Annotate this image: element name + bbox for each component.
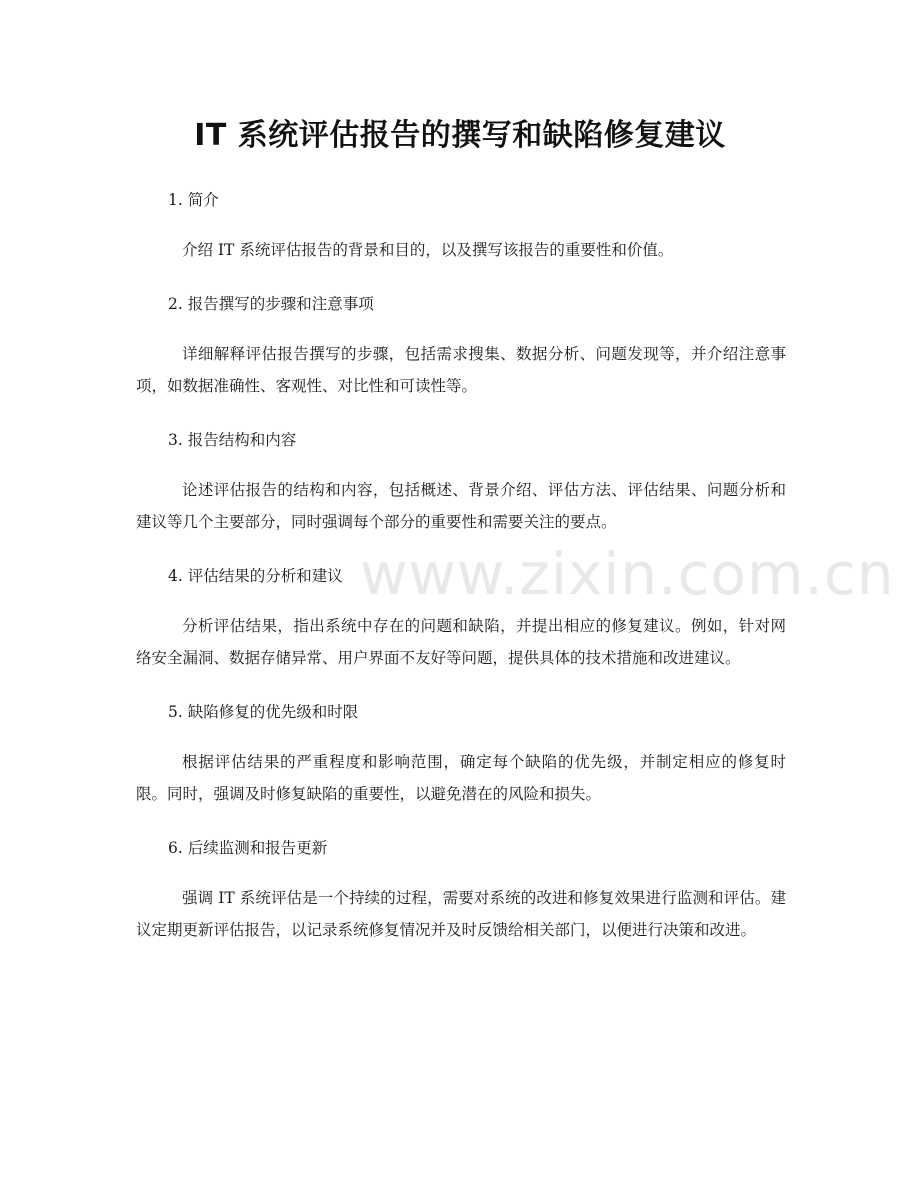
section-body-1: 介绍 IT 系统评估报告的背景和目的，以及撰写该报告的重要性和价值。 xyxy=(182,241,674,259)
section-body-2: 详细解释评估报告撰写的步骤，包括需求搜集、数据分析、问题发现等，并介绍注意事项，如数据准确性、客观性、对比性和可读性等。 xyxy=(136,345,786,395)
section-body-4: 分析评估结果，指出系统中存在的问题和缺陷，并提出相应的修复建议。例如，针对网络安全漏洞、数据存储异常、用户界面不友好等问题，提供具体的技术措施和改进建议。 xyxy=(136,617,786,667)
section-heading-1: 1. 简介 xyxy=(168,191,219,209)
watermark: www.zixin.com.cn xyxy=(360,540,895,608)
section-heading-2: 2. 报告撰写的步骤和注意事项 xyxy=(168,295,374,313)
document-body xyxy=(136,186,786,970)
section-body-6: 强调 IT 系统评估是一个持续的过程，需要对系统的改进和修复效果进行监测和评估。建议定期更新评估报告，以记录系统修复情况并及时反馈给相关部门，以便进行决策和改进。 xyxy=(136,889,786,939)
section-heading-4: 4. 评估结果的分析和建议 xyxy=(168,567,343,585)
page-title: IT 系统评估报告的撰写和缺陷修复建议 xyxy=(194,118,726,153)
section-body-3: 论述评估报告的结构和内容，包括概述、背景介绍、评估方法、评估结果、问题分析和建议等几个主要部分，同时强调每个部分的重要性和需要关注的要点。 xyxy=(136,481,786,531)
section-heading-6: 6. 后续监测和报告更新 xyxy=(168,839,328,857)
section-body-5: 根据评估结果的严重程度和影响范围，确定每个缺陷的优先级，并制定相应的修复时限。同时，强调及时修复缺陷的重要性，以避免潜在的风险和损失。 xyxy=(136,753,786,803)
section-heading-3: 3. 报告结构和内容 xyxy=(168,431,297,449)
section-heading-5: 5. 缺陷修复的优先级和时限 xyxy=(168,703,359,721)
